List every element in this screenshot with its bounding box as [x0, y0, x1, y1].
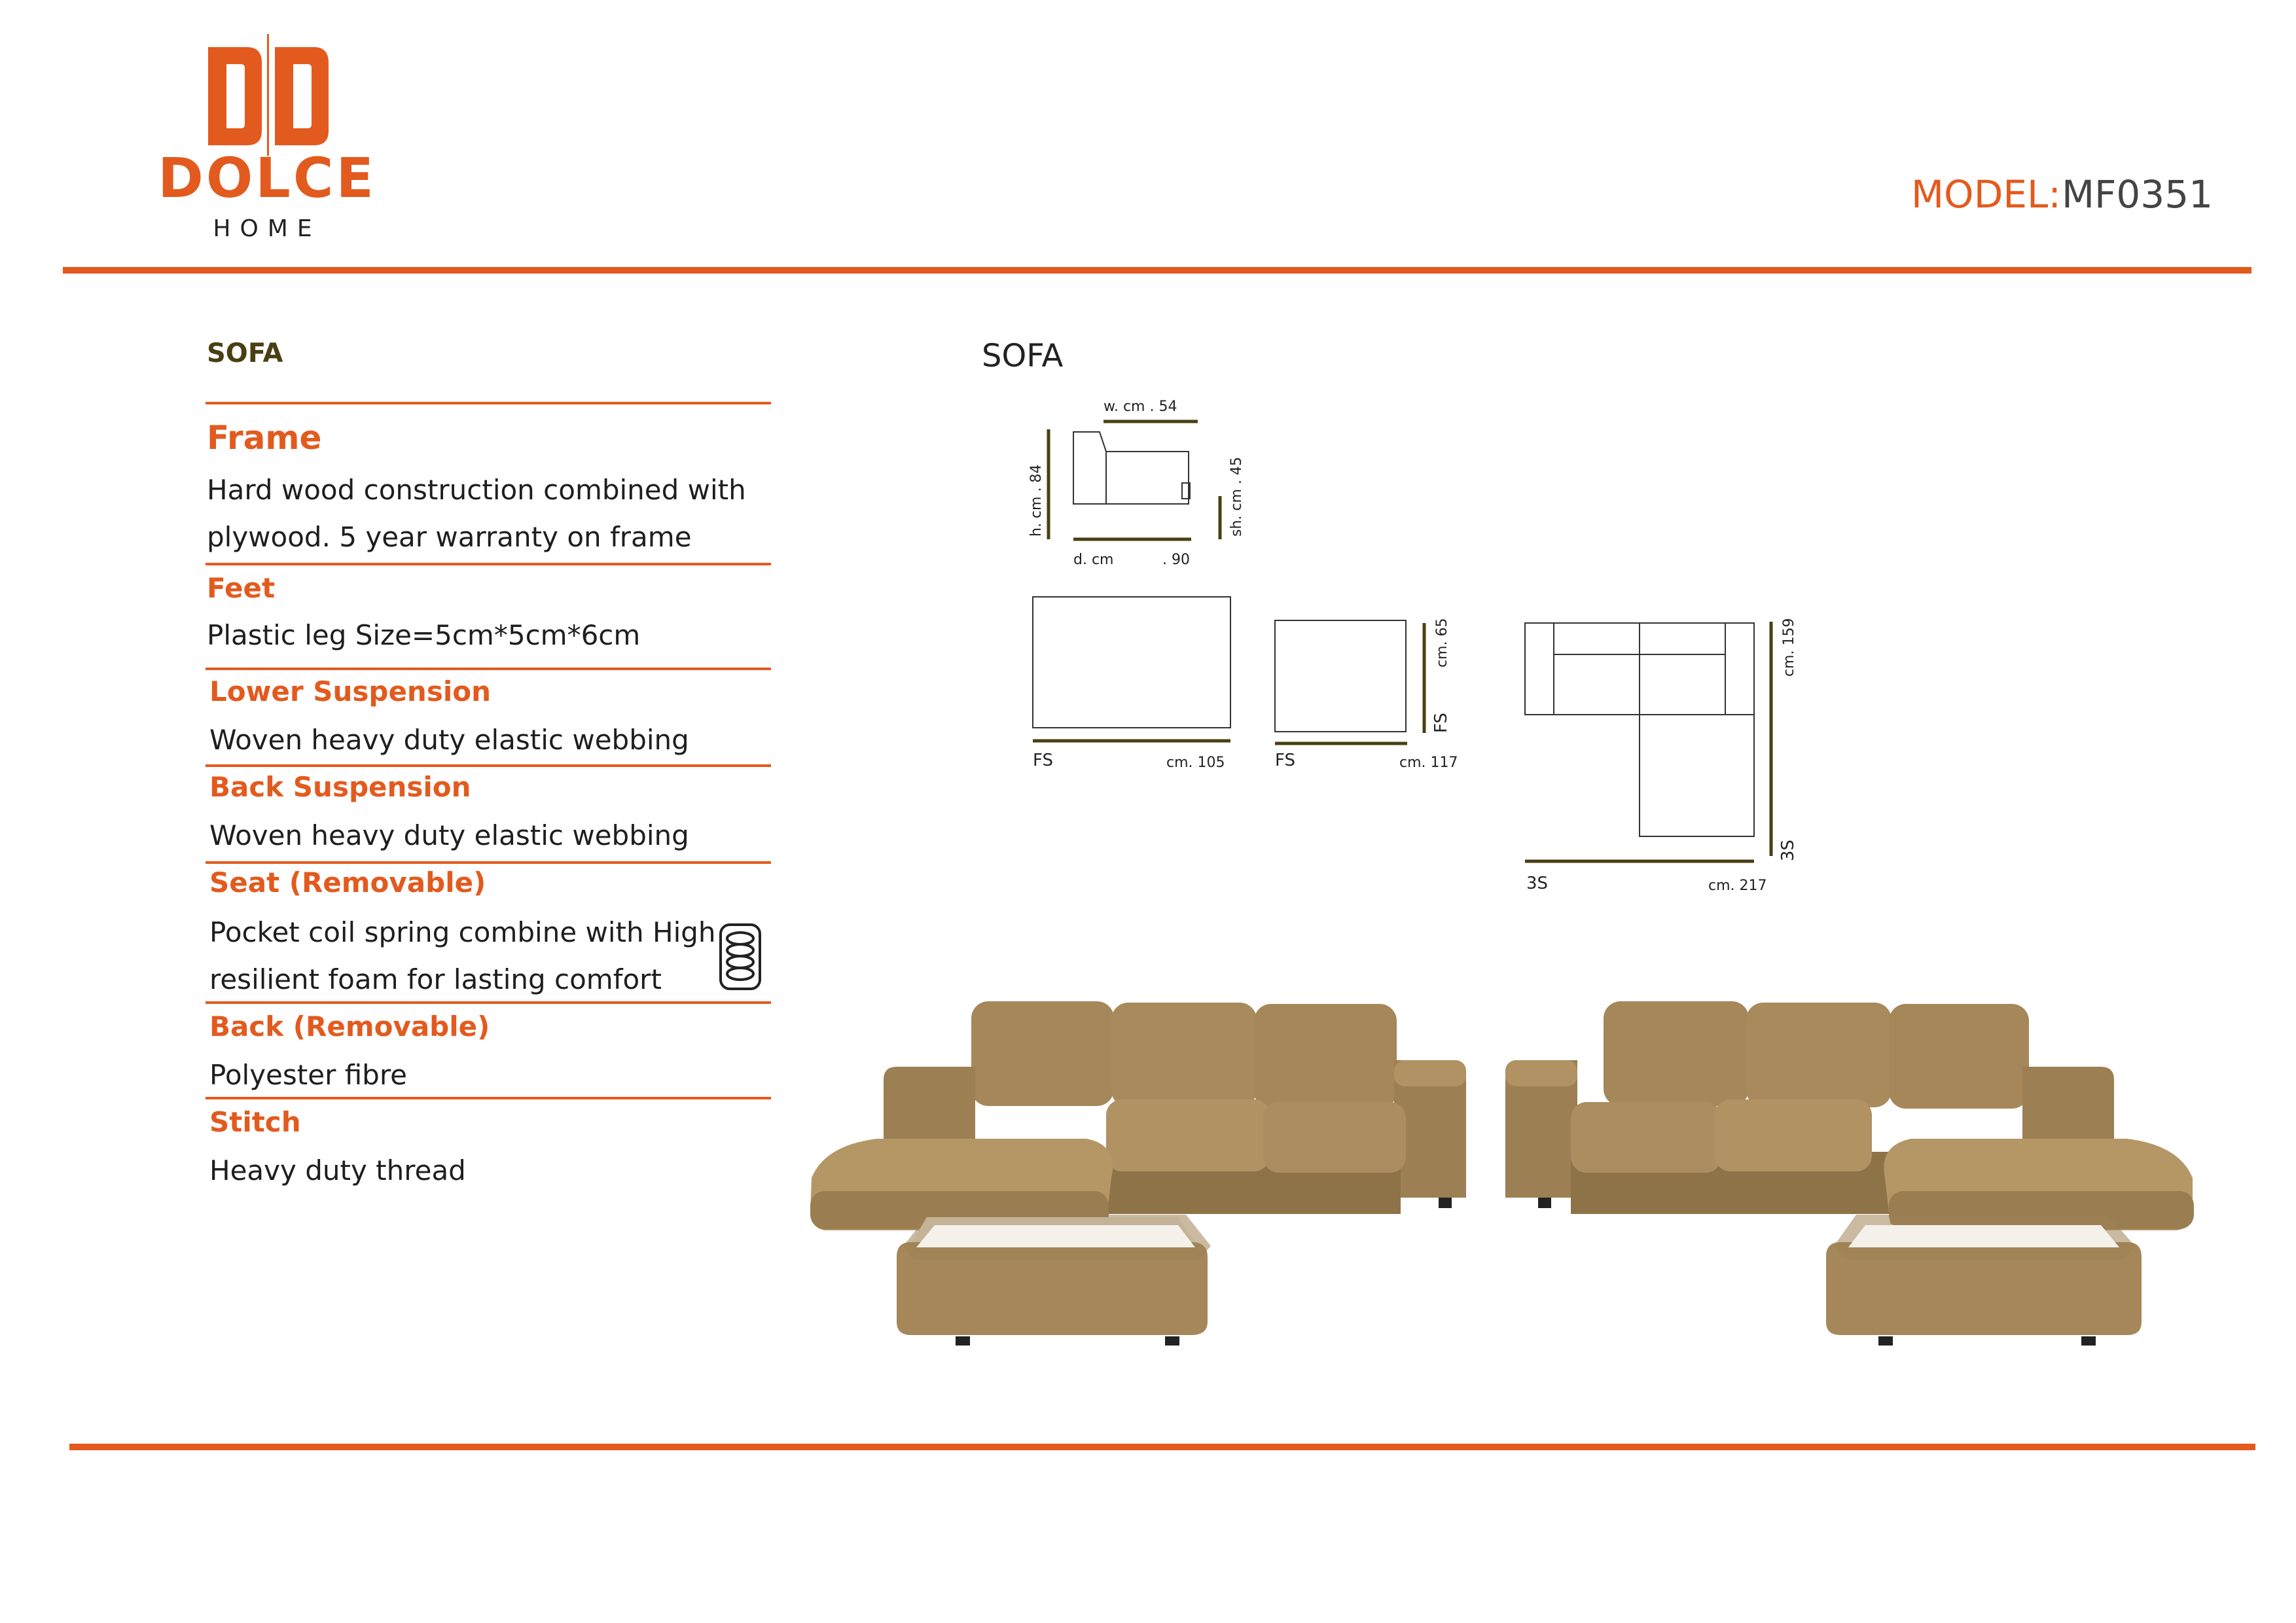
fs2-dim: cm. 117: [1399, 755, 1458, 771]
sofa-photo-left-chaise: [798, 982, 1486, 1348]
divider: [206, 1001, 771, 1004]
spec-text-seat-2: resilient foam for lasting comfort: [209, 963, 662, 995]
fs2-label: FS: [1275, 751, 1296, 770]
dimension-drawings: [982, 380, 1833, 923]
dim-depth: d. cm: [1073, 552, 1114, 568]
model-value: MF0351: [2062, 172, 2214, 217]
spec-text-back: Polyester fibre: [209, 1059, 407, 1091]
spec-text-feet: Plastic leg Size=5cm*5cm*6cm: [207, 619, 641, 651]
brand-name: DOLCE: [158, 146, 376, 210]
dim-height: h. cm . 84: [1028, 464, 1045, 537]
drawing-title: SOFA: [982, 338, 1064, 374]
dim-seat-height: sh. cm . 45: [1229, 457, 1245, 537]
brand-subtitle: HOME: [213, 215, 321, 242]
fs2-side-dim: cm. 65: [1434, 618, 1450, 668]
divider: [206, 402, 771, 404]
spec-text-stitch: Heavy duty thread: [209, 1154, 466, 1186]
spec-heading-feet: Feet: [207, 572, 276, 604]
fs-seat-drawing: [1275, 620, 1424, 743]
fs-top-view-drawing: [1033, 597, 1230, 741]
spec-heading-stitch: Stitch: [209, 1106, 301, 1138]
dim-depth-value: . 90: [1162, 552, 1190, 568]
fs1-label: FS: [1033, 751, 1054, 770]
spec-heading-back-suspension: Back Suspension: [209, 771, 471, 803]
model-label: MODEL:: [1911, 172, 2061, 217]
sec-side-dim: cm. 159: [1781, 618, 1797, 677]
dolce-logo-icon: [196, 33, 340, 157]
sofa-photo-right-chaise: [1499, 982, 2219, 1348]
sec-side-label: 3S: [1778, 839, 1798, 861]
divider: [206, 668, 771, 670]
fs1-dim: cm. 105: [1166, 755, 1225, 771]
spec-heading-seat: Seat (Removable): [209, 866, 486, 899]
sec-label: 3S: [1526, 874, 1549, 893]
spec-heading-frame: Frame: [207, 419, 322, 457]
spec-text-lower-suspension: Woven heavy duty elastic webbing: [209, 724, 689, 756]
divider: [206, 563, 771, 565]
spec-title: SOFA: [207, 338, 283, 368]
spec-text-seat-1: Pocket coil spring combine with High: [209, 916, 716, 948]
divider: [206, 1097, 771, 1099]
spec-text-back-suspension: Woven heavy duty elastic webbing: [209, 819, 689, 851]
spec-text-frame-1: Hard wood construction combined with: [207, 474, 746, 506]
sec-dim: cm. 217: [1708, 878, 1767, 894]
header-divider: [63, 267, 2251, 274]
spec-heading-back: Back (Removable): [209, 1010, 490, 1043]
divider: [206, 861, 771, 864]
sectional-top-view-drawing: [1525, 622, 1771, 861]
spec-text-frame-2: plywood. 5 year warranty on frame: [207, 521, 692, 553]
divider: [206, 764, 771, 767]
spec-heading-lower-suspension: Lower Suspension: [209, 675, 491, 707]
fs2-side-label: FS: [1431, 712, 1451, 733]
footer-divider: [69, 1444, 2255, 1450]
side-view-drawing: [1049, 421, 1220, 539]
dim-width: w. cm . 54: [1103, 399, 1177, 415]
coil-spring-icon: [719, 923, 762, 991]
